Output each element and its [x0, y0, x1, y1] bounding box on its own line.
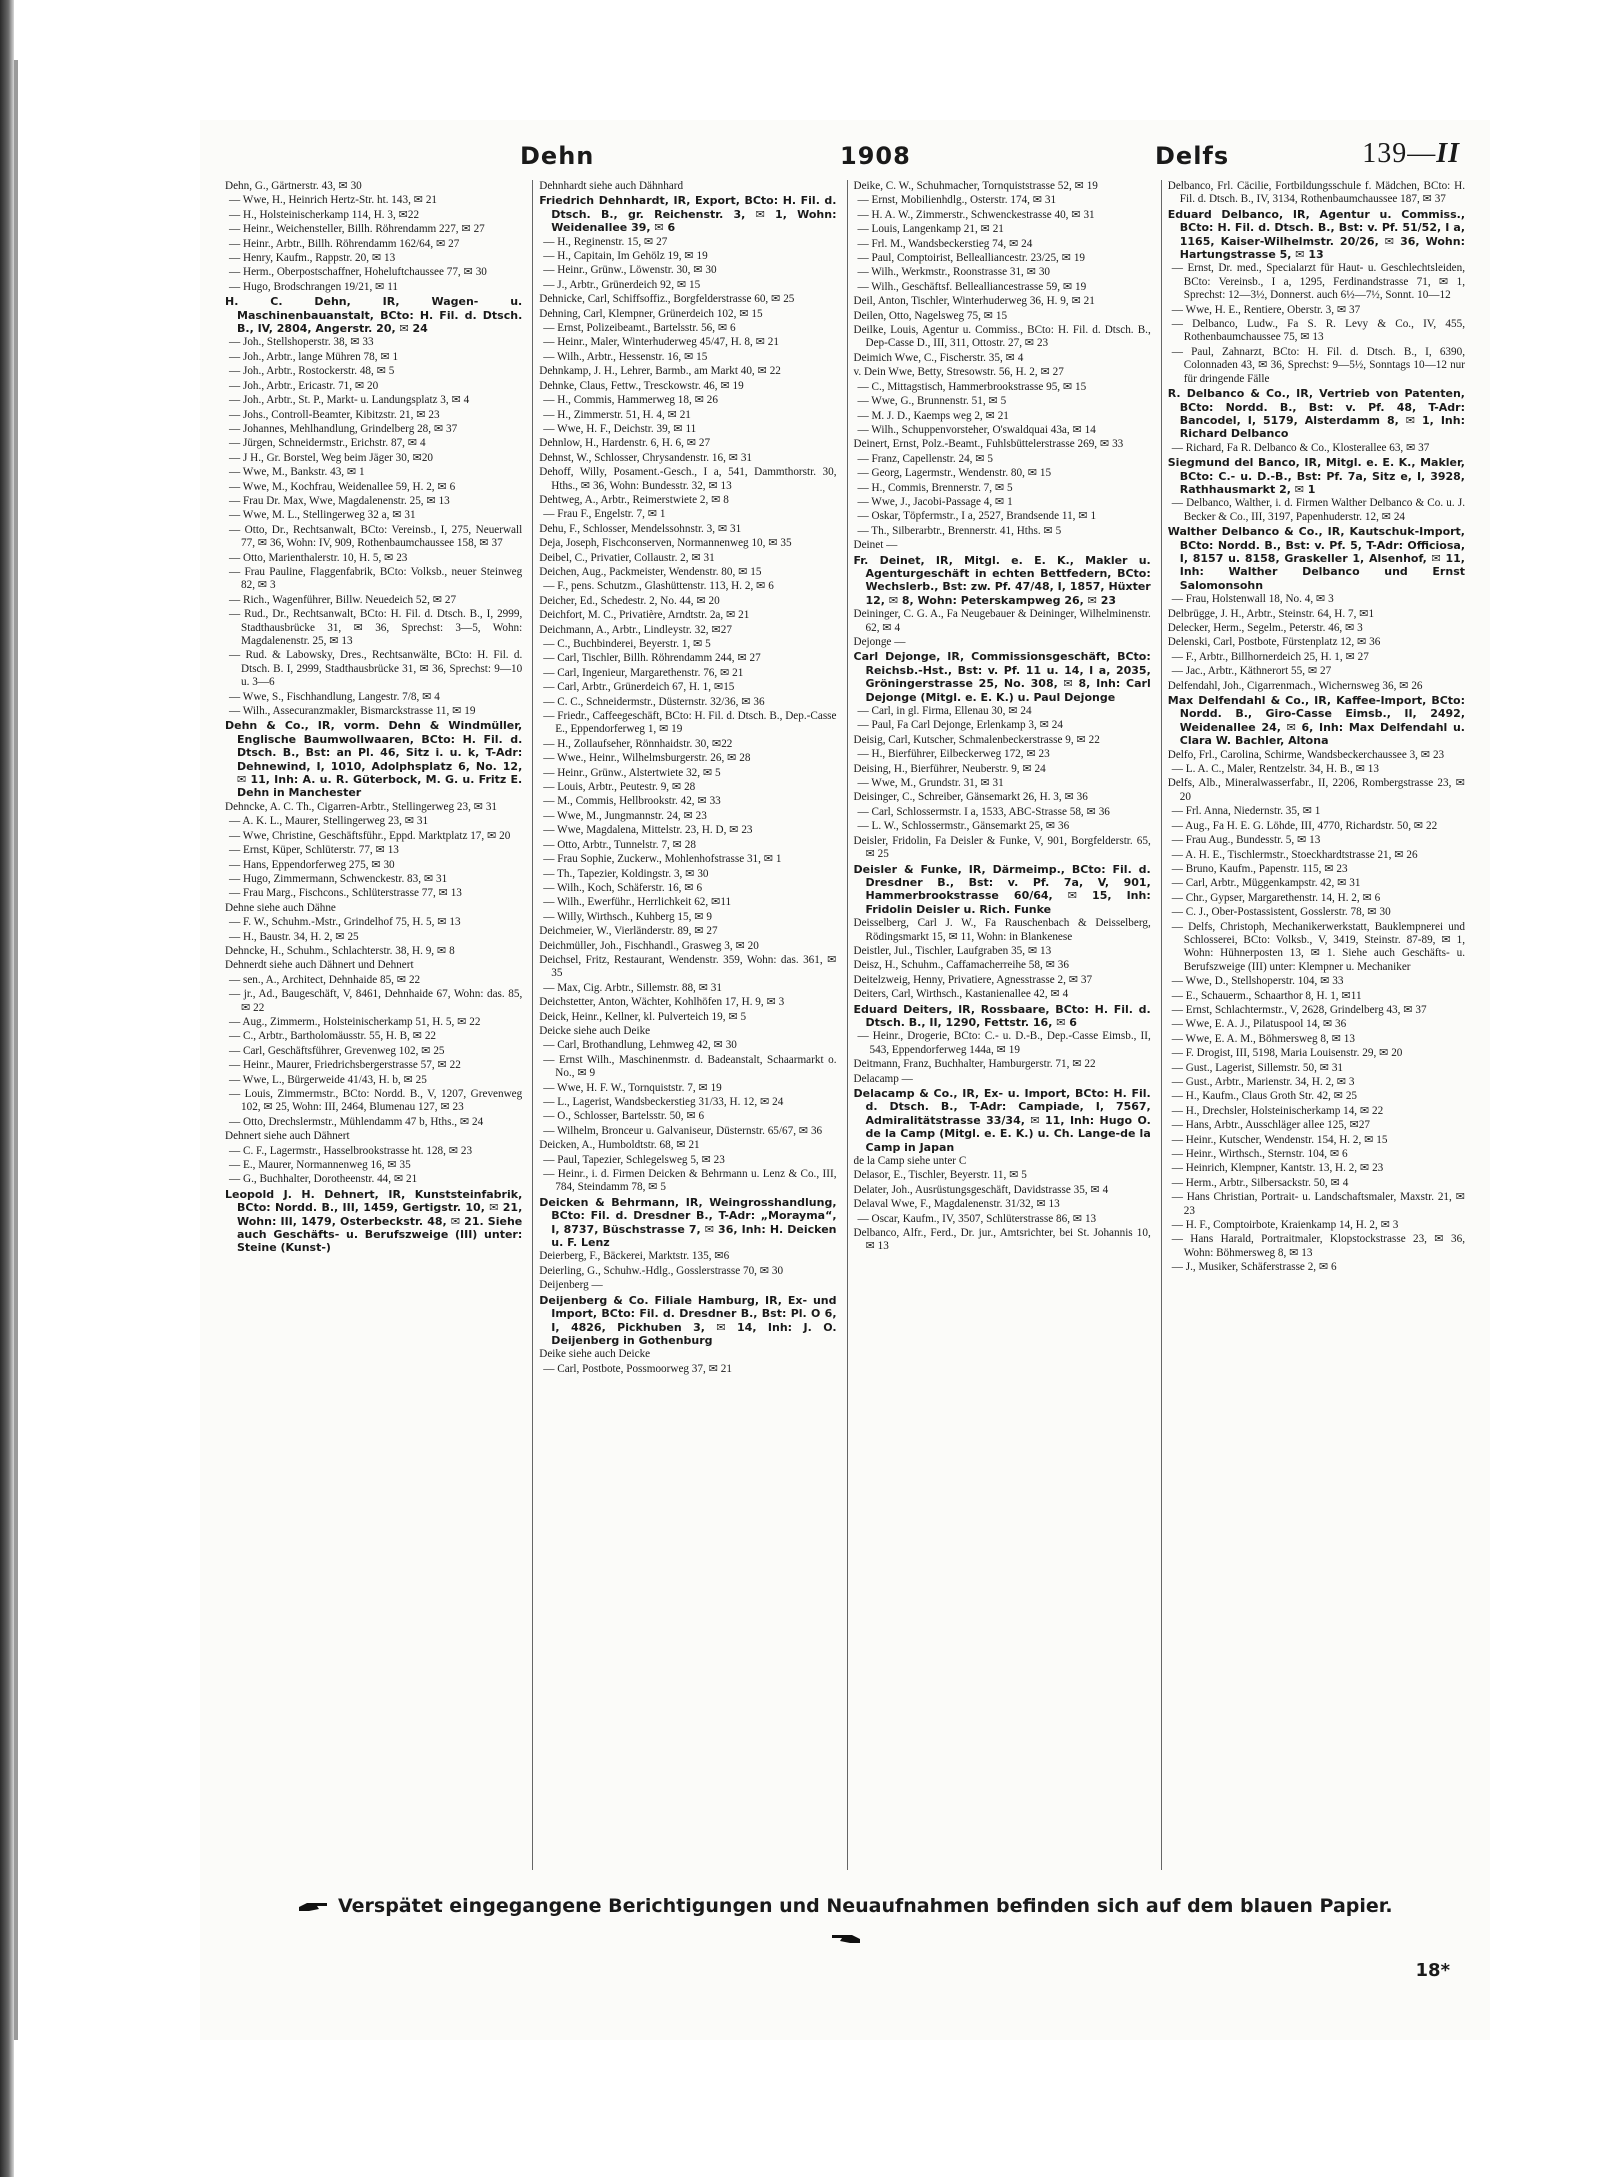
- directory-entry: — Wwe, H., Heinrich Hertz-Str. ht. 143, ✉ 21: [229, 194, 438, 207]
- directory-entry: — Hans, Eppendorferweg 275, ✉ 30: [229, 858, 395, 871]
- directory-entry: Deininger, C. G. A., Fa Neugebauer & Deininger, Wilhelminenstr. 62, ✉ 4: [853, 608, 1151, 634]
- directory-entry: Deichsel, Fritz, Restaurant, Wendenstr. 359, Wohn: das. 361, ✉ 35: [539, 953, 837, 980]
- directory-entry: — H., Drechsler, Holsteinischerkamp 14, ✉ 22: [1171, 1104, 1384, 1117]
- footer-note-text: Verspätet eingegangene Berichtigungen und Neuaufnahmen befinden sich auf dem blauen Papier.: [337, 1895, 1393, 1917]
- directory-entry: Delaval Wwe, F., Magdalenenstr. 31/32, ✉ 13: [853, 1198, 1060, 1211]
- directory-entry: Carl Dejonge, IR, Commissionsgeschäft, BCto: Reichsb.-Hst., Bst: v. Pf. 11 u. 14, I a, 2035, Gröningerstrasse 25, No. 308, ✉ 8, Inh: Carl Dejonge (Mitgl. e. E. K.) u. Paul Dejonge: [853, 650, 1151, 704]
- directory-entry: Max Delfendahl & Co., IR, Kaffee-Import, BCto: Nordd. B., Giro-Casse Eimsb., II, 2492, Weidenallee 24, ✉ 6, Inh: Max Delfendahl u. Clara W. Bachler, Altona: [1167, 694, 1465, 748]
- directory-entry: — Wwe, H. F. W., Tornquiststr. 7, ✉ 19: [543, 1081, 722, 1094]
- directory-entry: Deijenberg —: [539, 1279, 603, 1292]
- directory-entry: — Gust., Arbtr., Marienstr. 34, H. 2, ✉ 3: [1171, 1076, 1355, 1088]
- directory-entry: — Paul, Fa Carl Dejonge, Erlenkamp 3, ✉ 24: [857, 719, 1063, 732]
- directory-entry: Eduard Deiters, IR, Rossbaare, BCto: H. Fil. d. Dtsch. B., II, 1290, Fettstr. 16, ✉ 6: [853, 1002, 1151, 1029]
- directory-entry: Delater, Joh., Ausrüstungsgeschäft, Davidstrasse 35, ✉ 4: [853, 1183, 1109, 1196]
- header-first-name: Dehn: [520, 142, 595, 170]
- directory-entry: — Carl, Tischler, Billh. Röhrendamm 244, ✉ 27: [543, 652, 761, 665]
- directory-entry: — Johannes, Mehlhandlung, Grindelberg 28, ✉ 37: [229, 422, 458, 435]
- directory-entry: — Herm., Oberpostschaffner, Hoheluftchaussee 77, ✉ 30: [229, 266, 487, 279]
- directory-entry: — Oskar, Töpfermstr., I a, 2527, Brandsende 11, ✉ 1: [857, 510, 1097, 523]
- directory-entry: — Johs., Controll-Beamter, Kibitzstr. 21, ✉ 23: [229, 408, 440, 421]
- directory-entry: — Ernst, Schlachtermstr., V, 2628, Grindelberg 43, ✉ 37: [1171, 1003, 1427, 1016]
- directory-entry: — Joh., Arbtr., lange Mühren 78, ✉ 1: [229, 350, 399, 363]
- directory-entry: Deisler, Fridolin, Fa Deisler & Funke, V, 901, Borgfelderstr. 65, ✉ 25: [853, 834, 1151, 861]
- directory-entry: — Wwe, M., Grundstr. 31, ✉ 31: [857, 777, 1004, 790]
- directory-entry: — Rud., Dr., Rechtsanwalt, BCto: H. Fil. d. Dtsch. B., I, 2999, Stadthausbrücke 31, ✉ 36, Sprechst: 3—5, Wohn: Magdalenenstr. 25, ✉ 13: [229, 608, 523, 647]
- directory-entry: — Heinr., Wirthsch., Sternstr. 104, ✉ 6: [1171, 1148, 1348, 1161]
- directory-entry: — Ernst, Küper, Schlüterstr. 77, ✉ 13: [229, 844, 399, 857]
- directory-entry: — Wilh., Assecuranzmakler, Bismarckstrasse 11, ✉ 19: [229, 705, 476, 718]
- directory-entry: — Joh., Arbtr., Ericastr. 71, ✉ 20: [229, 379, 379, 392]
- directory-entry: — Louis, Zimmermstr., BCto: Nordd. B., V, 1207, Grevenweg 102, ✉ 25, Wohn: III, 2464, Blumenau 127, ✉ 23: [229, 1088, 523, 1114]
- directory-entry: — L., Lagerist, Wandsbeckerstieg 31/33, H. 12, ✉ 24: [543, 1096, 784, 1108]
- directory-entry: — H., Commis, Brennerstr. 7, ✉ 5: [857, 481, 1013, 494]
- header-last-name: Delfs: [1155, 142, 1230, 170]
- directory-entry: — Joh., Stellshoperstr. 38, ✉ 33: [229, 336, 374, 349]
- directory-entry: — C. C., Schneidermstr., Düsternstr. 32/36, ✉ 36: [543, 695, 765, 708]
- directory-entry: — Otto, Arbtr., Tunnelstr. 7, ✉ 28: [543, 838, 696, 851]
- directory-entry: — C. F., Lagermstr., Hasselbrookstrasse ht. 128, ✉ 23: [229, 1144, 473, 1157]
- column-3: [847, 180, 1151, 1870]
- directory-entry: — Paul, Comptoirist, Bellealliancestr. 23/25, ✉ 19: [857, 252, 1086, 265]
- directory-entry: — C., Buchbinderei, Beyerstr. 1, ✉ 5: [543, 638, 711, 650]
- directory-entry: Siegmund del Banco, IR, Mitgl. e. E. K., Makler, BCto: C.- u. D.-B., Bst: Pf. 7a, Sitz e, I, 3928, Rathhausmarkt 2, ✉ 1: [1167, 456, 1465, 496]
- directory-entry: — M. J. D., Kaemps weg 2, ✉ 21: [857, 409, 1009, 422]
- directory-entry: Deierling, G., Schuhw.-Hdlg., Gosslerstrasse 70, ✉ 30: [539, 1264, 784, 1277]
- directory-entry: Deisz, H., Schuhm., Caffamacherreihe 58, ✉ 36: [853, 959, 1069, 972]
- directory-entry: v. Dein Wwe, Betty, Stresowstr. 56, H. 2, ✉ 27: [853, 366, 1064, 379]
- directory-entry: — E., Schauerm., Schaarthor 8, H. 1, ✉11: [1171, 989, 1362, 1002]
- directory-entry: — Franz, Capellenstr. 24, ✉ 5: [857, 452, 994, 465]
- directory-entry: — H., Reginenstr. 15, ✉ 27: [543, 235, 668, 248]
- directory-entry: Delbanco, Alfr., Ferd., Dr. jur., Amtsrichter, bei St. Johannis 10, ✉ 13: [853, 1227, 1151, 1253]
- directory-entry: Deinet —: [853, 539, 898, 552]
- directory-entry: Dehne siehe auch Dähne: [225, 901, 336, 914]
- directory-entry: Dehn, G., Gärtnerstr. 43, ✉ 30: [225, 180, 362, 192]
- directory-entry: — jr., Ad., Baugeschäft, V, 8461, Dehnhaide 67, Wohn: das. 85, ✉ 22: [229, 988, 523, 1014]
- page-number-part: II: [1436, 138, 1460, 169]
- directory-entry: Deicken, A., Humboldtstr. 68, ✉ 21: [539, 1139, 700, 1152]
- directory-entry: — A. K. L., Maurer, Stellingerweg 23, ✉ 31: [229, 815, 429, 828]
- directory-entry: Deicken & Behrmann, IR, Weingrosshandlung, BCto: Fil. d. Dresdner B., T-Adr: „Morayma“, I, 8737, Büschstrasse 7, ✉ 36, Inh: H. Deicken u. F. Lenz: [539, 1195, 837, 1250]
- directory-entry: — Th., Silberarbtr., Brennerstr. 41, Hths. ✉ 5: [857, 524, 1062, 537]
- directory-entry: — Jac., Arbtr., Käthnerort 55, ✉ 27: [1171, 665, 1332, 678]
- directory-entry: — F. Drogist, III, 5198, Maria Louisenstr. 29, ✉ 20: [1171, 1047, 1403, 1060]
- directory-entry: — Delbanco, Walther, i. d. Firmen Walther Delbanco & Co. u. J. Becker & Co., III, 3197, Papenhuderstr. 12, ✉ 24: [1171, 497, 1465, 523]
- directory-entry: — Hugo, Brodschrangen 19/21, ✉ 11: [229, 280, 398, 293]
- directory-entry: — H., Zollaufseher, Rönnhaidstr. 30, ✉22: [543, 737, 733, 750]
- directory-entry: — Jürgen, Schneidermstr., Erichstr. 87, ✉ 4: [229, 437, 426, 450]
- directory-entry: — Carl, Arbtr., Grünerdeich 67, H. 1, ✉15: [543, 681, 735, 694]
- page-number: [1362, 138, 1460, 170]
- directory-entry: R. Delbanco & Co., IR, Vertrieb von Patenten, BCto: Nordd. B., Bst: v. Pf. 48, T-Adr: Bancodel, I, 5179, Alsterdamm 8, ✉ 1, Inh: Richard Delbanco: [1167, 387, 1465, 441]
- directory-entry: Deichstetter, Anton, Wächter, Kohlhöfen 17, H. 9, ✉ 3: [539, 996, 785, 1009]
- directory-entry: — Wilhelm, Bronceur u. Galvaniseur, Düsternstr. 65/67, ✉ 36: [543, 1124, 823, 1137]
- directory-entry: — Delbanco, Ludw., Fa S. R. Levy & Co., IV, 455, Rothenbaumchaussee 75, ✉ 13: [1171, 318, 1465, 344]
- directory-entry: — C. J., Ober-Postassistent, Gosslerstr. 78, ✉ 30: [1171, 906, 1391, 919]
- directory-entry: — Ernst Wilh., Maschinenmstr. d. Badeanstalt, Schaarmarkt o. No., ✉ 9: [543, 1053, 837, 1080]
- directory-entry: Dehnst, W., Schlosser, Chrysandenstr. 16, ✉ 31: [539, 451, 753, 464]
- directory-entry: — Heinr., Grünw., Löwenstr. 30, ✉ 30: [543, 264, 717, 277]
- directory-entry: — Wilh., Koch, Schäferstr. 16, ✉ 6: [543, 881, 703, 894]
- directory-entry: — Wwe, M. L., Stellingerweg 32 a, ✉ 31: [229, 509, 416, 522]
- directory-entry: — H., Commis, Hammerweg 18, ✉ 26: [543, 394, 718, 407]
- directory-entry: Delfs, Alb., Mineralwasserfabr., II, 2206, Rombergstrasse 23, ✉ 20: [1167, 777, 1465, 803]
- directory-entry: Dehnert siehe auch Dähnert: [225, 1130, 350, 1143]
- directory-entry: Walther Delbanco & Co., IR, Kautschuk-Import, BCto: Nordd. B., Bst: v. Pf. 5, T-Adr: Officiosa, I, 8157 u. 8158, Graskeller 1, Alsenhof, ✉ 11, Inh: Walther Delbanco und Ernst Salomonsohn: [1167, 525, 1465, 592]
- directory-entry: — Carl, Postbote, Possmoorweg 37, ✉ 21: [543, 1362, 732, 1375]
- directory-entry: — Hans Christian, Portrait- u. Landschaftsmaler, Maxstr. 21, ✉ 23: [1171, 1191, 1465, 1217]
- directory-entry: Deierberg, F., Bäckerei, Marktstr. 135, ✉6: [539, 1250, 730, 1263]
- directory-entry: — Ernst, Polizeibeamt., Bartelsstr. 56, ✉ 6: [543, 322, 736, 335]
- directory-entry: Deisig, Carl, Kutscher, Schmalenbeckerstrasse 9, ✉ 22: [853, 733, 1100, 746]
- directory-entry: Dehnlow, H., Hardenstr. 6, H. 6, ✉ 27: [539, 437, 711, 450]
- directory-entry: — J H., Gr. Borstel, Weg beim Jäger 30, ✉20: [229, 451, 434, 464]
- directory-entry: — E., Maurer, Normannenweg 16, ✉ 35: [229, 1159, 411, 1172]
- directory-entry: — Heinr., Kutscher, Wendenstr. 154, H. 2, ✉ 15: [1171, 1133, 1388, 1146]
- footer-note: [280, 1890, 1410, 1922]
- directory-entry: — Hans, Arbtr., Ausschläger allee 125, ✉27: [1171, 1119, 1371, 1132]
- directory-entry: — J., Musiker, Schäferstrasse 2, ✉ 6: [1171, 1261, 1337, 1274]
- directory-entry: Deick, Heinr., Kellner, kl. Pulverteich 19, ✉ 5: [539, 1010, 747, 1023]
- directory-entry: — Wwe, Magdalena, Mittelstr. 23, H. D, ✉ 23: [543, 824, 753, 837]
- directory-entry: Deibel, C., Privatier, Collaustr. 2, ✉ 31: [539, 551, 715, 564]
- directory-entry: — Willy, Wirthsch., Kuhberg 15, ✉ 9: [543, 910, 712, 923]
- page-header: [200, 128, 1490, 178]
- directory-entry: — Frau, Holstenwall 18, No. 4, ✉ 3: [1171, 593, 1334, 606]
- directory-entry: Deistler, Jul., Tischler, Laufgraben 35, ✉ 13: [853, 944, 1052, 957]
- directory-entry: Dehnhardt siehe auch Dähnhard: [539, 180, 684, 192]
- directory-entry: — Frau Pauline, Flaggenfabrik, BCto: Volksb., neuer Steinweg 82, ✉ 3: [229, 565, 523, 592]
- directory-entry: — Paul, Tapezier, Schlegelsweg 5, ✉ 23: [543, 1153, 725, 1166]
- directory-entry: — F., Arbtr., Billhornerdeich 25, H. 1, ✉ 27: [1171, 650, 1369, 663]
- directory-entry: — H., Kaufm., Claus Groth Str. 42, ✉ 25: [1171, 1090, 1358, 1103]
- directory-entry: Dehnicke, Carl, Schiffsoffiz., Borgfelderstrasse 60, ✉ 25: [539, 293, 795, 306]
- directory-entry: — Aug., Zimmerm., Holsteinischerkamp 51, H. 5, ✉ 22: [229, 1015, 481, 1028]
- directory-entry: — Oscar, Kaufm., IV, 3507, Schlüterstrasse 86, ✉ 13: [857, 1212, 1097, 1225]
- directory-entry: — C., Arbtr., Bartholomäusstr. 55, H. B, ✉ 22: [229, 1030, 437, 1043]
- directory-entry: — H., Capitain, Im Gehölz 19, ✉ 19: [543, 250, 708, 263]
- directory-entry: Deisselberg, Carl J. W., Fa Rauschenbach & Deisselberg, Rödingsmarkt 15, ✉ 11, Wohn: in Blankenese: [853, 917, 1151, 943]
- directory-entry: — Heinr., Weichensteller, Billh. Röhrendamm 227, ✉ 27: [229, 223, 485, 236]
- directory-entry: — Carl, Arbtr., Müggenkampstr. 42, ✉ 31: [1171, 877, 1361, 890]
- directory-entry: Deichfort, M. C., Privatière, Arndtstr. 2a, ✉ 21: [539, 609, 750, 622]
- directory-entry: Dehnerdt siehe auch Dähnert und Dehnert: [225, 959, 414, 972]
- directory-entry: — Ernst, Mobilienhdlg., Osterstr. 174, ✉ 31: [857, 194, 1057, 207]
- directory-entry: Dehning, Carl, Klempner, Grünerdeich 102, ✉ 15: [539, 307, 763, 320]
- entry-columns: [225, 180, 1465, 1870]
- directory-entry: — Heinr., Arbtr., Billh. Röhrendamm 162/64, ✉ 27: [229, 237, 460, 250]
- directory-entry: — H., Holsteinischerkamp 114, H. 3, ✉22: [229, 208, 420, 221]
- directory-entry: Deising, H., Bierführer, Neuberstr. 9, ✉ 24: [853, 762, 1046, 775]
- directory-page: [200, 120, 1490, 2040]
- directory-entry: — Chr., Gypser, Margarethenstr. 14, H. 2, ✉ 6: [1171, 891, 1381, 904]
- directory-entry: — Frau F., Engelstr. 7, ✉ 1: [543, 508, 666, 521]
- directory-entry: Delasor, E., Tischler, Beyerstr. 11, ✉ 5: [853, 1169, 1027, 1182]
- directory-entry: — Heinr., Drogerie, BCto: C.- u. D.-B., Dep.-Casse Eimsb., II, 543, Eppendorferweg 144a, ✉ 19: [857, 1030, 1151, 1056]
- directory-entry: — Frl. Anna, Niedernstr. 35, ✉ 1: [1171, 805, 1321, 818]
- directory-entry: — H. A. W., Zimmerstr., Schwenckestrasse 40, ✉ 31: [857, 208, 1095, 221]
- directory-entry: — Frau Aug., Bundesstr. 5, ✉ 13: [1171, 834, 1321, 847]
- directory-entry: — Otto, Marienthalerstr. 10, H. 5, ✉ 23: [229, 551, 408, 564]
- directory-entry: Deiters, Carl, Wirthsch., Kastanienallee 42, ✉ 4: [853, 988, 1069, 1001]
- directory-entry: Delacamp & Co., IR, Ex- u. Import, BCto: H. Fil. d. Dtsch. B., T-Adr: Campiade, I, 7567, Admiralitätstrasse 33/34, ✉ 11, Inh: Hugo O. de la Camp (Mitgl. e. E. K.) u. Ch. Lange-de la Camp in Japan: [853, 1087, 1151, 1154]
- directory-entry: — F. W., Schuhm.-Mstr., Grindelhof 75, H. 5, ✉ 13: [229, 916, 461, 929]
- directory-entry: — Frau Marg., Fischcons., Schlüterstrasse 77, ✉ 13: [229, 887, 462, 900]
- directory-entry: — Hugo, Zimmermann, Schwenckestr. 83, ✉ 31: [229, 872, 448, 885]
- directory-entry: — Heinrich, Klempner, Kantstr. 13, H. 2, ✉ 23: [1171, 1162, 1384, 1175]
- directory-entry: — H., Bierführer, Eilbeckerweg 172, ✉ 23: [857, 748, 1050, 761]
- directory-entry: Dejonge —: [853, 636, 906, 648]
- directory-entry: — Heinr., Grünw., Alstertwiete 32, ✉ 5: [543, 766, 721, 779]
- directory-entry: — Wwe, H. F., Deichstr. 39, ✉ 11: [543, 422, 697, 435]
- directory-entry: — C., Mittagstisch, Hammerbrookstrasse 95, ✉ 15: [857, 380, 1087, 393]
- directory-entry: — Wwe, M., Bankstr. 43, ✉ 1: [229, 466, 365, 479]
- directory-entry: — Wwe, D., Stellshoperstr. 104, ✉ 33: [1171, 975, 1344, 988]
- directory-entry: — H., Baustr. 34, H. 2, ✉ 25: [229, 930, 359, 943]
- directory-entry: — Georg, Lagermstr., Wendenstr. 80, ✉ 15: [857, 467, 1052, 480]
- directory-entry: Dehn & Co., IR, vorm. Dehn & Windmüller, Englische Baumwollwaaren, BCto: H. Fil. d. Dtsch. B., Bst: an Pl. 46, Sitz i. u. k, T-Adr: Dehnewind, I, 1010, Adolphsplatz 6, No. 12, ✉ 11, Inh: A. u. R. Güterbock, M. G. u. Fritz E. Dehn in Manchester: [225, 719, 523, 800]
- directory-entry: — Wilh., Schuppenvorsteher, O'swaldquai 43a, ✉ 14: [857, 423, 1096, 436]
- page-number-main: 139—: [1362, 138, 1437, 169]
- directory-entry: Delenski, Carl, Postbote, Fürstenplatz 12, ✉ 36: [1167, 636, 1381, 649]
- directory-entry: — Louis, Arbtr., Peutestr. 9, ✉ 28: [543, 781, 696, 794]
- directory-entry: — Wwe, S., Fischhandlung, Langestr. 7/8, ✉ 4: [229, 690, 440, 703]
- directory-entry: — Frau Sophie, Zuckerw., Mohlenhofstrasse 31, ✉ 1: [543, 853, 782, 866]
- scan-edge-shadow: [14, 60, 18, 2040]
- directory-entry: — Wwe, H. E., Rentiere, Oberstr. 3, ✉ 37: [1171, 303, 1361, 316]
- directory-entry: — Wwe., Heinr., Wilhelmsburgerstr. 26, ✉ 28: [543, 752, 751, 765]
- directory-entry: Dehnke, Claus, Fettw., Tresckowstr. 46, ✉ 19: [539, 379, 744, 392]
- directory-entry: — H., Zimmerstr. 51, H. 4, ✉ 21: [543, 408, 691, 421]
- scan-edge: [0, 0, 14, 2177]
- directory-entry: — Hans Harald, Portraitmaler, Klopstockstrasse 23, ✉ 36, Wohn: Böhmersweg 8, ✉ 13: [1171, 1233, 1465, 1259]
- directory-entry: Deitelzweig, Henny, Privatiere, Agnesstrasse 2, ✉ 37: [853, 973, 1093, 986]
- pointing-hand-icon: [297, 1900, 331, 1914]
- directory-entry: — O., Schlosser, Bartelsstr. 50, ✉ 6: [543, 1110, 705, 1123]
- directory-entry: Deicke siehe auch Deike: [539, 1024, 651, 1037]
- directory-entry: — sen., A., Architect, Dehnhaide 85, ✉ 22: [229, 973, 421, 986]
- directory-entry: — Carl, Schlossermstr. I a, 1533, ABC-Strasse 58, ✉ 36: [857, 805, 1110, 818]
- directory-entry: — F., pens. Schutzm., Glashüttenstr. 113, H. 2, ✉ 6: [543, 580, 774, 593]
- directory-entry: Deilke, Louis, Agentur u. Commiss., BCto: H. Fil. d. Dtsch. B., Dep-Casse D., III, 311, Ottostr. 27, ✉ 23: [853, 324, 1151, 350]
- directory-entry: — L. W., Schlossermstr., Gänsemarkt 25, ✉ 36: [857, 820, 1070, 833]
- directory-entry: — Wwe, Christine, Geschäftsführ., Eppd. Marktplatz 17, ✉ 20: [229, 829, 511, 842]
- directory-entry: — Louis, Langenkamp 21, ✉ 21: [857, 223, 1004, 236]
- directory-entry: — Frl. M., Wandsbeckerstieg 74, ✉ 24: [857, 237, 1033, 250]
- directory-entry: — Richard, Fa R. Delbanco & Co., Klosterallee 63, ✉ 37: [1171, 441, 1430, 454]
- directory-entry: — Otto, Drechslermstr., Mühlendamm 47 b, Hths., ✉ 24: [229, 1115, 484, 1128]
- directory-entry: Eduard Delbanco, IR, Agentur u. Commiss., BCto: H. Fil. d. Dtsch. B., Bst: v. Pf. 51/52, I a, 1165, Kaiser-Wilhelmstr. 20/26, ✉ 36, Wohn: Hartungstrasse 5, ✉ 13: [1167, 207, 1465, 262]
- directory-entry: — Wwe, G., Brunnenstr. 51, ✉ 5: [857, 395, 1007, 408]
- directory-entry: Delbrügge, J. H., Arbtr., Steinstr. 64, H. 7, ✉1: [1167, 607, 1375, 620]
- column-4: [1161, 180, 1465, 1870]
- directory-entry: — L. A. C., Maler, Rentzelstr. 34, H. B., ✉ 13: [1171, 763, 1379, 776]
- directory-entry: — Wwe, J., Jacobi-Passage 4, ✉ 1: [857, 495, 1013, 508]
- column-2: [532, 180, 836, 1870]
- directory-entry: de la Camp siehe unter C: [853, 1155, 967, 1168]
- directory-entry: Deil, Anton, Tischler, Winterhuderweg 36, H. 9, ✉ 21: [853, 295, 1095, 308]
- directory-entry: — Rud. & Labowsky, Dres., Rechtsanwälte, BCto: H. Fil. d. Dtsch. B. I, 2999, Stadthausbrücke 31, ✉ 36, Sprechst: 9—10 u. 3—6: [229, 649, 523, 689]
- directory-entry: — Heinr., Maler, Winterhuderweg 45/47, H. 8, ✉ 21: [543, 336, 779, 349]
- directory-entry: Dehncke, A. C. Th., Cigarren-Arbtr., Stellingerweg 23, ✉ 31: [225, 800, 498, 813]
- directory-entry: — J., Arbtr., Grünerdeich 92, ✉ 15: [543, 278, 701, 291]
- directory-entry: — Carl, in gl. Firma, Ellenau 30, ✉ 24: [857, 705, 1032, 718]
- directory-entry: — Paul, Zahnarzt, BCto: H. Fil. d. Dtsch. B., I, 6390, Colonnaden 43, ✉ 36, Sprechst: 9—5½, Sonntags 10—12 nur für dringende Fälle: [1171, 345, 1465, 385]
- directory-entry: — Wilh., Arbtr., Hessenstr. 16, ✉ 15: [543, 350, 708, 363]
- directory-entry: Deitmann, Franz, Buchhalter, Hamburgerstr. 71, ✉ 22: [853, 1058, 1096, 1071]
- directory-entry: — Carl, Geschäftsführer, Grevenweg 102, ✉ 25: [229, 1044, 445, 1057]
- directory-entry: Friedrich Dehnhardt, IR, Export, BCto: H. Fil. d. Dtsch. B., gr. Reichenstr. 3, ✉ 1, Wohn: Weidenallee 39, ✉ 6: [539, 194, 837, 235]
- directory-entry: Delecker, Herm., Segelm., Peterstr. 46, ✉ 3: [1167, 622, 1363, 634]
- directory-entry: — Otto, Dr., Rechtsanwalt, BCto: Vereinsb., I, 275, Neuerwall 77, ✉ 36, Wohn: IV, 909, Rothenbaumchaussee 158, ✉ 37: [229, 523, 523, 550]
- directory-entry: Delfendahl, Joh., Cigarrenmach., Wichernsweg 36, ✉ 26: [1167, 679, 1423, 692]
- directory-entry: — Wwe, E. A. M., Böhmersweg 8, ✉ 13: [1171, 1032, 1355, 1045]
- directory-entry: — Gust., Lagerist, Sillemstr. 50, ✉ 31: [1171, 1061, 1344, 1074]
- directory-entry: Deisinger, C., Schreiber, Gänsemarkt 26, H. 3, ✉ 36: [853, 791, 1088, 804]
- directory-entry: — A. H. E., Tischlermstr., Stoeckhardtstrasse 21, ✉ 26: [1171, 848, 1418, 861]
- directory-entry: Deike, C. W., Schuhmacher, Tornquiststrasse 52, ✉ 19: [853, 180, 1098, 192]
- directory-entry: Deichen, Aug., Packmeister, Wendenstr. 80, ✉ 15: [539, 565, 762, 578]
- directory-entry: — Henry, Kaufm., Rappstr. 20, ✉ 13: [229, 252, 396, 265]
- column-1: [225, 180, 522, 1870]
- directory-entry: — Wilh., Geschäftsf. Bellealliancestrasse 59, ✉ 19: [857, 280, 1087, 293]
- directory-entry: Dehncke, H., Schuhm., Schlachterstr. 38, H. 9, ✉ 8: [225, 944, 455, 957]
- directory-entry: — Wwe, M., Kochfrau, Weidenallee 59, H. 2, ✉ 6: [229, 480, 456, 493]
- directory-entry: — Ernst, Dr. med., Specialarzt für Haut- u. Geschlechtsleiden, BCto: Vereinsb., I a, 1295, Ferdinandstrasse 71, ✉ 1, Sprechst: 12—3½, Donnerst. auch 6½—7½, Sonnt. 10—12: [1171, 262, 1465, 302]
- directory-entry: Deja, Joseph, Fischconserven, Normannenweg 10, ✉ 35: [539, 537, 792, 550]
- directory-entry: — Rich., Wagenführer, Billw. Neuedeich 52, ✉ 27: [229, 593, 457, 606]
- directory-entry: Deilen, Otto, Nagelsweg 75, ✉ 15: [853, 309, 1008, 322]
- directory-entry: Deijenberg & Co. Filiale Hamburg, IR, Ex- und Import, BCto: Fil. d. Dresdner B., Bst: Pl. O 6, I, 4826, Pickhuben 3, ✉ 14, Inh: J. O. Deijenberg in Gothenburg: [539, 1293, 837, 1347]
- directory-entry: — Joh., Arbtr., St. P., Markt- u. Landungsplatz 3, ✉ 4: [229, 394, 470, 407]
- directory-entry: — Wwe, M., Jungmannstr. 24, ✉ 23: [543, 809, 707, 822]
- directory-entry: — Herm., Arbtr., Silbersackstr. 50, ✉ 4: [1171, 1176, 1349, 1189]
- directory-entry: Deicher, Ed., Schedestr. 2, No. 44, ✉ 20: [539, 594, 720, 607]
- directory-entry: Deike siehe auch Deicke: [539, 1348, 651, 1361]
- directory-entry: — Th., Tapezier, Koldingstr. 3, ✉ 30: [543, 867, 709, 880]
- pointing-hand-icon-right: [828, 1932, 862, 1946]
- directory-entry: — Max, Cig. Arbtr., Sillemstr. 88, ✉ 31: [543, 981, 722, 994]
- directory-entry: Fr. Deinet, IR, Mitgl. e. E. K., Makler u. Agenturgeschäft in echten Bettfedern, BCto: Wechslerb., Bst: zw. Pf. 47/48, I, 1857, Hüxter 12, ✉ 8, Wohn: Peterskampweg 26, ✉ 23: [853, 553, 1151, 607]
- directory-entry: — G., Buchhalter, Dorotheenstr. 44, ✉ 21: [229, 1173, 418, 1186]
- directory-entry: Dehu, F., Schlosser, Mendelssohnstr. 3, ✉ 31: [539, 522, 742, 535]
- directory-entry: Delfo, Frl., Carolina, Schirme, Wandsbeckerchaussee 3, ✉ 23: [1167, 748, 1445, 761]
- directory-entry: Leopold J. H. Dehnert, IR, Kunststeinfabrik, BCto: Nordd. B., III, 1459, Gertigstr. 10, ✉ 21, Wohn: III, 1479, Osterbeckstr. 48, ✉ 21. Siehe auch Geschäfts- u. Berufszweige (III) unter: Steine (Kunst-): [225, 1187, 523, 1255]
- directory-entry: Dehnkamp, J. H., Lehrer, Barmb., am Markt 40, ✉ 22: [539, 365, 781, 378]
- directory-entry: — Carl, Ingenieur, Margarethenstr. 76, ✉ 21: [543, 666, 744, 679]
- directory-entry: H. C. Dehn, IR, Wagen- u. Maschinenbauanstalt, BCto: H. Fil. d. Dtsch. B., IV, 2804, Angerstr. 20, ✉ 24: [225, 295, 523, 336]
- directory-entry: — Aug., Fa H. E. G. Löhde, III, 4770, Richardstr. 50, ✉ 22: [1171, 819, 1438, 832]
- directory-entry: Dehtweg, A., Arbtr., Reimerstwiete 2, ✉ 8: [539, 493, 729, 506]
- directory-entry: — Carl, Brothandlung, Lehmweg 42, ✉ 30: [543, 1039, 737, 1052]
- directory-entry: — Heinr., i. d. Firmen Deicken & Behrmann u. Lenz & Co., III, 784, Steindamm 78, ✉ 5: [543, 1168, 837, 1194]
- directory-entry: — Wwe, L., Bürgerweide 41/43, H. b, ✉ 25: [229, 1073, 427, 1086]
- directory-entry: Delacamp —: [853, 1072, 913, 1085]
- directory-entry: Deimich Wwe, C., Fischerstr. 35, ✉ 4: [853, 351, 1024, 364]
- directory-entry: — Frau Dr. Max, Wwe, Magdalenenstr. 25, ✉ 13: [229, 494, 450, 507]
- directory-entry: Dehoff, Willy, Posament.-Gesch., I a, 541, Dammthorstr. 30, Hths., ✉ 36, Wohn: Bundesstr. 32, ✉ 13: [539, 466, 837, 492]
- directory-entry: Deichmann, A., Arbtr., Lindleystr. 32, ✉27: [539, 623, 732, 636]
- directory-entry: Deichmeier, W., Vierländerstr. 89, ✉ 27: [539, 925, 718, 938]
- directory-entry: — Wilh., Werkmstr., Roonstrasse 31, ✉ 30: [857, 266, 1051, 279]
- directory-entry: — Wwe, E. A. J., Pilatuspool 14, ✉ 36: [1171, 1018, 1347, 1031]
- directory-entry: — H. F., Comptoirbote, Kraienkamp 14, H. 2, ✉ 3: [1171, 1219, 1399, 1232]
- directory-entry: Deichmüller, Joh., Fischhandl., Grasweg 3, ✉ 20: [539, 939, 759, 952]
- directory-entry: — Bruno, Kaufm., Papenstr. 115, ✉ 23: [1171, 862, 1348, 875]
- directory-entry: — M., Commis, Hellbrookstr. 42, ✉ 33: [543, 795, 721, 808]
- directory-entry: — Heinr., Maurer, Friedrichsbergerstrasse 57, ✉ 22: [229, 1059, 461, 1072]
- directory-entry: — Wilh., Ewerführ., Herrlichkeit 62, ✉11: [543, 896, 732, 909]
- directory-entry: — Delfs, Christoph, Mechanikerwerkstatt, Bauklempnerei und Schlosserei, BCto: Volksb., V, 3419, Steinstr. 87-89, ✉ 1, Wohn: Hühnerposten 13, ✉ 1. Siehe auch Geschäfts- u. Berufszweige (III) unter: Klempner u. Mechaniker: [1171, 920, 1465, 973]
- directory-entry: Deinert, Ernst, Polz.-Beamt., Fuhlsbüttelerstrasse 269, ✉ 33: [853, 438, 1124, 451]
- directory-entry: — Friedr., Caffeegeschäft, BCto: H. Fil. d. Dtsch. B., Dep.-Casse E., Eppendorferweg 1, ✉ 19: [543, 710, 837, 736]
- directory-entry: Delbanco, Frl. Cäcilie, Fortbildungsschule f. Mädchen, BCto: H. Fil. d. Dtsch. B., IV, 3134, Rothenbaumchaussee 187, ✉ 37: [1167, 180, 1465, 206]
- header-year: 1908: [840, 142, 911, 170]
- directory-entry: Deisler & Funke, IR, Därmeimp., BCto: Fil. d. Dresdner B., Bst: v. Pf. 7a, V, 901, Hammerbrookstrasse 60/64, ✉ 15, Inh: Fridolin Deisler u. Rich. Funke: [853, 862, 1151, 916]
- sheet-mark: 18*: [1415, 1960, 1450, 1981]
- directory-entry: — Joh., Arbtr., Rostockerstr. 48, ✉ 5: [229, 365, 395, 378]
